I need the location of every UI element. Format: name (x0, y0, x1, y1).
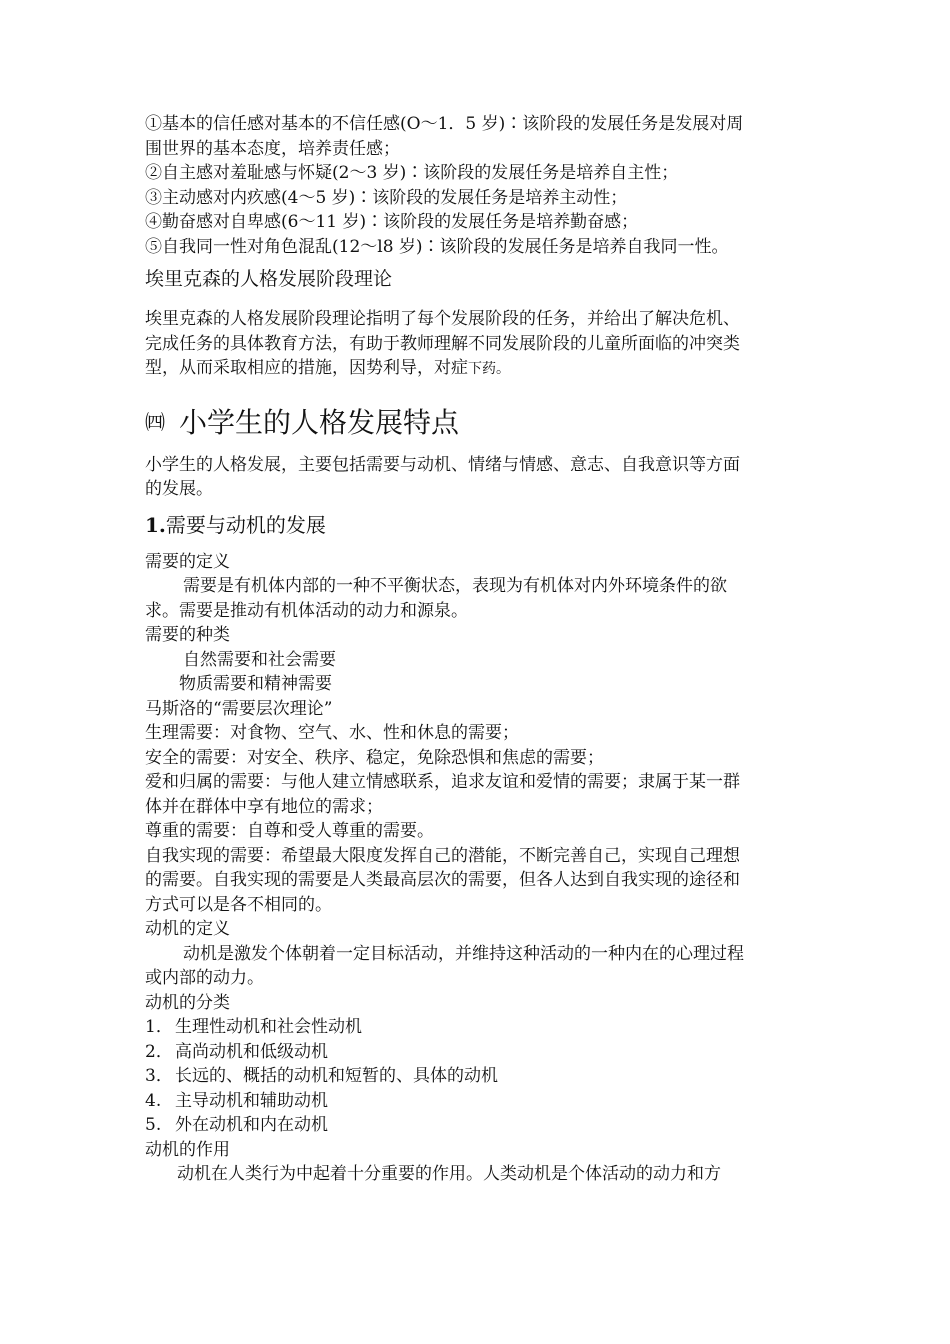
needs-heading-text: 需要与动机的发展 (165, 512, 326, 537)
erikson-summary-3 (145, 356, 815, 382)
section-4-title (145, 402, 815, 443)
needs-heading-number: 1. (145, 512, 166, 537)
section-4-title-text: 小学生的人格发展特点 (179, 405, 460, 439)
motive-class-1-text: 生理性动机和社会性动机 (175, 1017, 362, 1037)
erikson-stage-5: ⑤自我同一性对角色混乱(12～l8 岁)∶该阶段的发展任务是培养自我同一性。 (145, 236, 729, 257)
motive-class-5-text: 外在动机和内在动机 (175, 1115, 328, 1135)
motive-def-1: 动机是激发个体朝着一定目标活动，并维持这种活动的一种内在的心理过程 (183, 943, 744, 964)
erikson-stage-1a: ①基本的信任感对基本的不信任感(O～1．5 岁)∶该阶段的发展任务是发展对周 (145, 114, 744, 134)
section-4-intro-1: 小学生的人格发展，主要包括需要与动机、情绪与情感、意志、自我意识等方面 (145, 454, 740, 475)
maslow-line-4: 体并在群体中享有地位的需求； (145, 796, 383, 817)
motive-class-4-num: 4. (145, 1090, 162, 1111)
maslow-line-3: 爱和归属的需要：与他人建立情感联系，追求友谊和爱情的需要；隶属于某一群 (145, 772, 740, 792)
maslow-line-8: 方式可以是各不相同的。 (145, 894, 332, 915)
motive-class-4 (145, 1089, 815, 1114)
needs-types-label: 需要的种类 (145, 625, 230, 645)
erikson-heading: 埃里克森的人格发展阶段理论 (145, 268, 393, 290)
needs-def-2: 求。需要是推动有机体活动的动力和源泉。 (145, 600, 468, 621)
maslow-line-7: 的需要。自我实现的需要是人类最高层次的需要，但各人达到自我实现的途径和 (145, 870, 740, 890)
maslow-label: 马斯洛的“需要层次理论” (145, 698, 333, 719)
motive-class-2 (145, 1040, 815, 1065)
motive-class-label: 动机的分类 (145, 992, 230, 1013)
needs-type-1: 自然需要和社会需要 (183, 649, 336, 670)
section-4-number: ㈣ (145, 409, 165, 434)
needs-def-1: 需要是有机体内部的一种不平衡状态，表现为有机体对内外环境条件的欲 (183, 576, 727, 596)
motive-def-2: 或内部的动力。 (145, 968, 264, 988)
motive-class-2-num: 2． (145, 1041, 173, 1062)
motive-class-5 (145, 1113, 815, 1138)
needs-type-2: 物质需要和精神需要 (179, 674, 332, 694)
erikson-summary-3-main: 型，从而采取相应的措施，因势利导，对症 (145, 358, 468, 378)
maslow-line-6: 自我实现的需要：希望最大限度发挥自己的潜能，不断完善自己，实现自己理想 (145, 845, 740, 866)
erikson-summary-1: 埃里克森的人格发展阶段理论指明了每个发展阶段的任务，并给出了解决危机、 (145, 309, 740, 329)
motive-class-5-num: 5. (145, 1115, 162, 1135)
motive-class-1 (145, 1015, 815, 1040)
maslow-line-5: 尊重的需要：自尊和受人尊重的需要。 (145, 821, 434, 841)
erikson-stage-2: ②自主感对羞耻感与怀疑(2～3 岁)∶该阶段的发展任务是培养自主性； (145, 163, 679, 183)
erikson-stage-1b: 围世界的基本态度，培养责任感； (145, 138, 400, 159)
motive-class-1-num: 1． (145, 1017, 173, 1037)
motive-class-2-text: 高尚动机和低级动机 (175, 1041, 328, 1062)
needs-def-label: 需要的定义 (145, 551, 230, 572)
needs-heading (145, 510, 815, 540)
erikson-summary-3-tail: 下药。 (468, 361, 510, 377)
erikson-stage-4: ④勤奋感对自卑感(6～11 岁)∶该阶段的发展任务是培养勤奋感； (145, 212, 639, 232)
motive-class-3-num: 3． (145, 1066, 173, 1086)
motive-role-1: 动机在人类行为中起着十分重要的作用。人类动机是个体活动的动力和方 (177, 1164, 721, 1184)
motive-class-4-text: 主导动机和辅助动机 (175, 1090, 328, 1111)
maslow-line-1: 生理需要：对食物、空气、水、性和休息的需要； (145, 723, 519, 743)
motive-class-3 (145, 1064, 815, 1089)
document-page (145, 112, 815, 1187)
erikson-stage-3: ③主动感对内疚感(4～5 岁)∶该阶段的发展任务是培养主动性； (145, 187, 628, 208)
motive-class-3-text: 长远的、概括的动机和短暂的、具体的动机 (175, 1066, 498, 1086)
erikson-summary-2: 完成任务的具体教育方法，有助于教师理解不同发展阶段的儿童所面临的冲突类 (145, 333, 740, 354)
motive-role-label: 动机的作用 (145, 1139, 230, 1160)
maslow-line-2: 安全的需要：对安全、秩序、稳定，免除恐惧和焦虑的需要； (145, 747, 604, 768)
motive-def-label: 动机的定义 (145, 919, 230, 939)
section-4-intro-2: 的发展。 (145, 479, 213, 499)
